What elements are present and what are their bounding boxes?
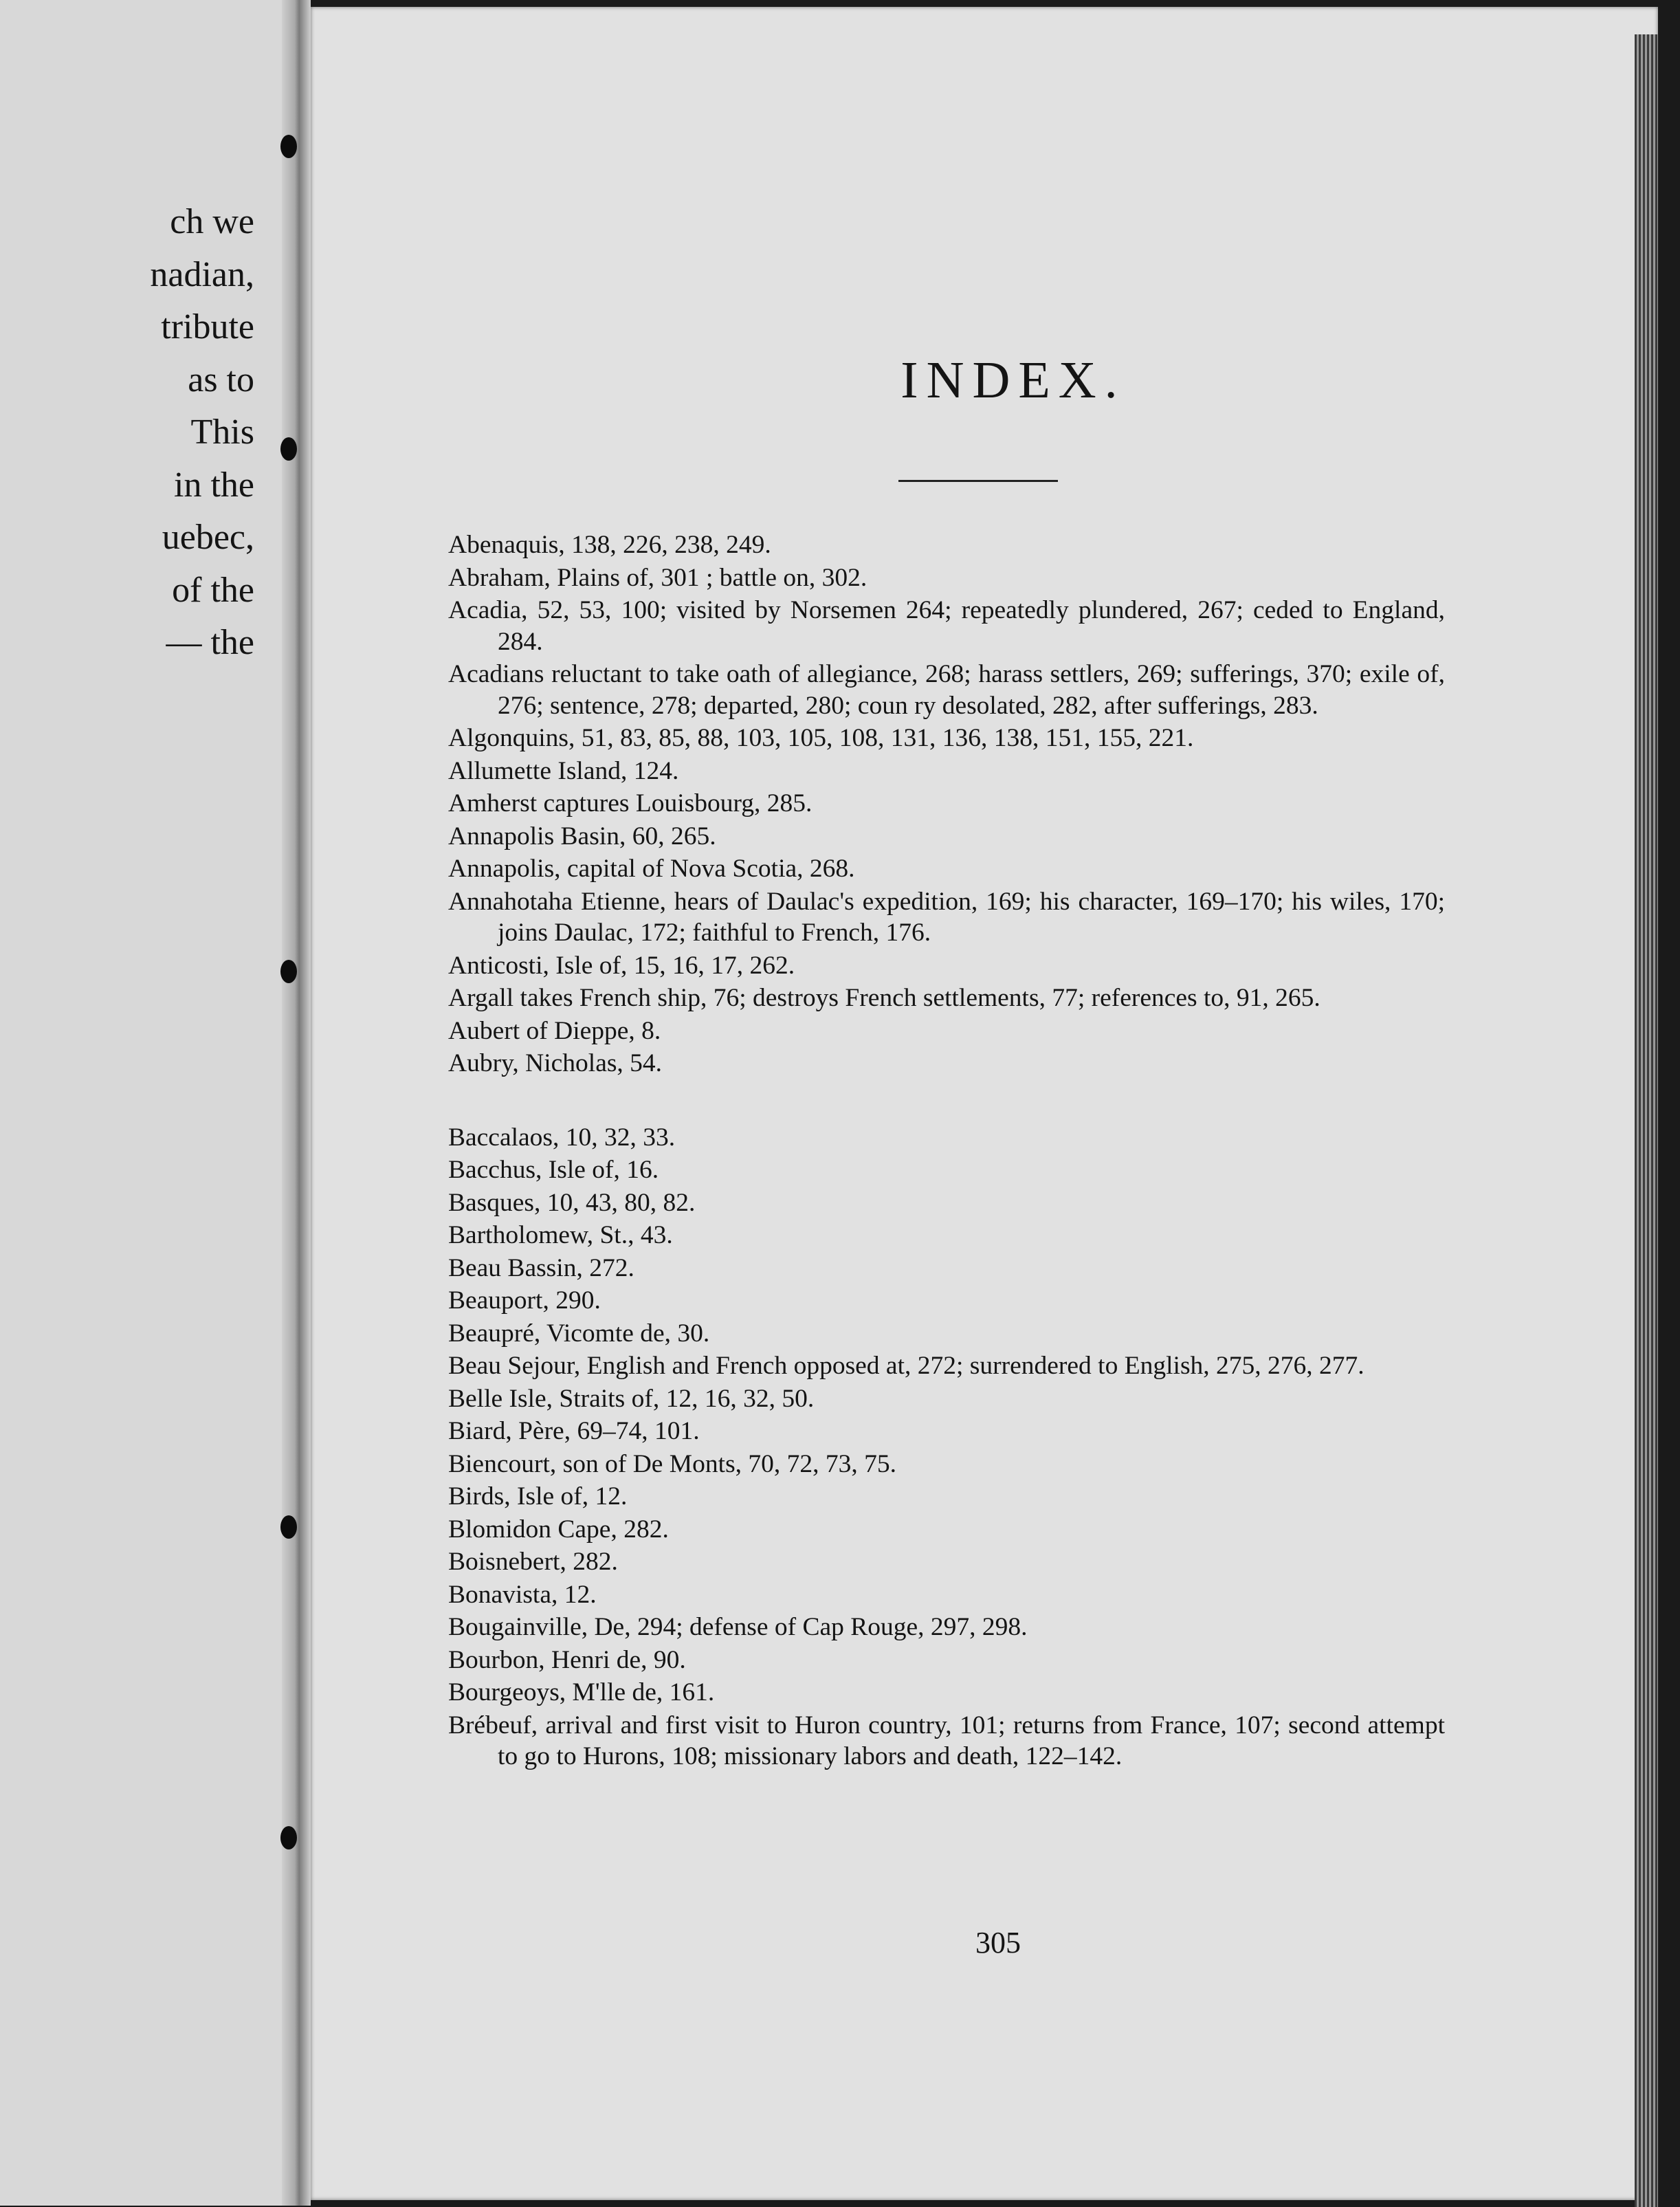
index-entry: Biencourt, son of De Monts, 70, 72, 73, 75. bbox=[448, 1449, 897, 1478]
index-entry: Aubert of Dieppe, 8. bbox=[448, 1016, 661, 1045]
index-entry: Belle Isle, Straits of, 12, 16, 32, 50. bbox=[448, 1384, 815, 1413]
index-entry: Bourgeoys, M'lle de, 161. bbox=[448, 1678, 715, 1706]
page-number: 305 bbox=[975, 1926, 1021, 1959]
text-line: This bbox=[190, 413, 254, 452]
text-line: uebec, bbox=[162, 518, 254, 557]
index-entry: Beau Bassin, 272. bbox=[448, 1253, 634, 1282]
text-line: nadian, bbox=[150, 254, 254, 294]
binding-stitch bbox=[280, 1515, 297, 1539]
index-entry: Beaupré, Vicomte de, 30. bbox=[448, 1319, 710, 1348]
book-gutter bbox=[282, 0, 311, 2206]
index-page bbox=[311, 7, 1658, 2200]
index-entry: Boisnebert, 282. bbox=[448, 1548, 618, 1576]
index-entry: Bacchus, Isle of, 16. bbox=[448, 1156, 659, 1184]
index-entry: Amherst captures Louisbourg, 285. bbox=[448, 789, 813, 817]
text-line: — the bbox=[166, 623, 254, 662]
index-entry: Baccalaos, 10, 32, 33. bbox=[448, 1123, 676, 1152]
index-entry: Bougainville, De, 294; defense of Cap Rouge, 297, 298. bbox=[448, 1613, 1028, 1641]
index-entry: Annapolis Basin, 60, 265. bbox=[448, 822, 716, 850]
page-title: INDEX. bbox=[900, 351, 1126, 409]
binding-stitch bbox=[280, 135, 297, 158]
index-entry: Argall takes French ship, 76; destroys French settlements, 77; references to, 91, 265. bbox=[448, 984, 1320, 1012]
index-entry: Allumette Island, 124. bbox=[448, 756, 679, 785]
index-entry: Annahotaha Etienne, hears of Daulac's expedition, 169; his character, 169–170; his wiles, 170; joins Daulac, 172; faithful to French, 176. bbox=[448, 887, 1445, 947]
binding-stitch bbox=[280, 1826, 297, 1849]
index-entry: Bartholomew, St., 43. bbox=[448, 1221, 673, 1249]
index-entry: Abenaquis, 138, 226, 238, 249. bbox=[448, 531, 771, 559]
left-page-text bbox=[150, 196, 254, 670]
index-entry: Algonquins, 51, 83, 85, 88, 103, 105, 108, 131, 136, 138, 151, 155, 221. bbox=[448, 724, 1194, 752]
index-entry: Bonavista, 12. bbox=[448, 1580, 597, 1609]
index-entries bbox=[448, 529, 1445, 1774]
title-divider bbox=[898, 480, 1058, 482]
text-line: of the bbox=[172, 570, 254, 610]
index-entry: Brébeuf, arrival and first visit to Huron country, 101; returns from France, 107; second attempt to go to Hurons, 108; missionary labors and death, 122–142. bbox=[448, 1711, 1445, 1770]
left-page bbox=[0, 0, 302, 2206]
index-entry: Bourbon, Henri de, 90. bbox=[448, 1645, 686, 1674]
text-line: as to bbox=[188, 360, 254, 399]
index-entry: Acadians reluctant to take oath of allegiance, 268; harass settlers, 269; sufferings, 370; exile of, 276; sentence, 278; departed, 280; coun ry desolated, 282, after sufferings, 283. bbox=[448, 660, 1445, 720]
index-entry: Annapolis, capital of Nova Scotia, 268. bbox=[448, 855, 855, 883]
index-section-b bbox=[448, 1122, 1445, 1772]
text-line: tribute bbox=[161, 307, 254, 347]
index-section-a bbox=[448, 529, 1445, 1079]
index-entry: Beauport, 290. bbox=[448, 1286, 601, 1315]
binding-stitch bbox=[280, 437, 297, 461]
index-entry: Basques, 10, 43, 80, 82. bbox=[448, 1188, 696, 1217]
index-entry: Anticosti, Isle of, 15, 16, 17, 262. bbox=[448, 951, 795, 980]
index-entry: Beau Sejour, English and French opposed at, 272; surrendered to English, 275, 276, 277. bbox=[448, 1352, 1364, 1380]
index-entry: Biard, Père, 69–74, 101. bbox=[448, 1417, 700, 1445]
text-line: ch we bbox=[170, 202, 254, 241]
index-entry: Abraham, Plains of, 301 ; battle on, 302. bbox=[448, 563, 867, 592]
index-entry: Birds, Isle of, 12. bbox=[448, 1482, 628, 1511]
index-entry: Blomidon Cape, 282. bbox=[448, 1515, 669, 1544]
binding-stitch bbox=[280, 960, 297, 983]
text-line: in the bbox=[174, 465, 254, 505]
index-entry: Acadia, 52, 53, 100; visited by Norsemen 264; repeatedly plundered, 267; ceded to England, 284. bbox=[448, 596, 1445, 656]
index-entry: Aubry, Nicholas, 54. bbox=[448, 1049, 663, 1077]
section-gap bbox=[448, 1081, 1445, 1122]
